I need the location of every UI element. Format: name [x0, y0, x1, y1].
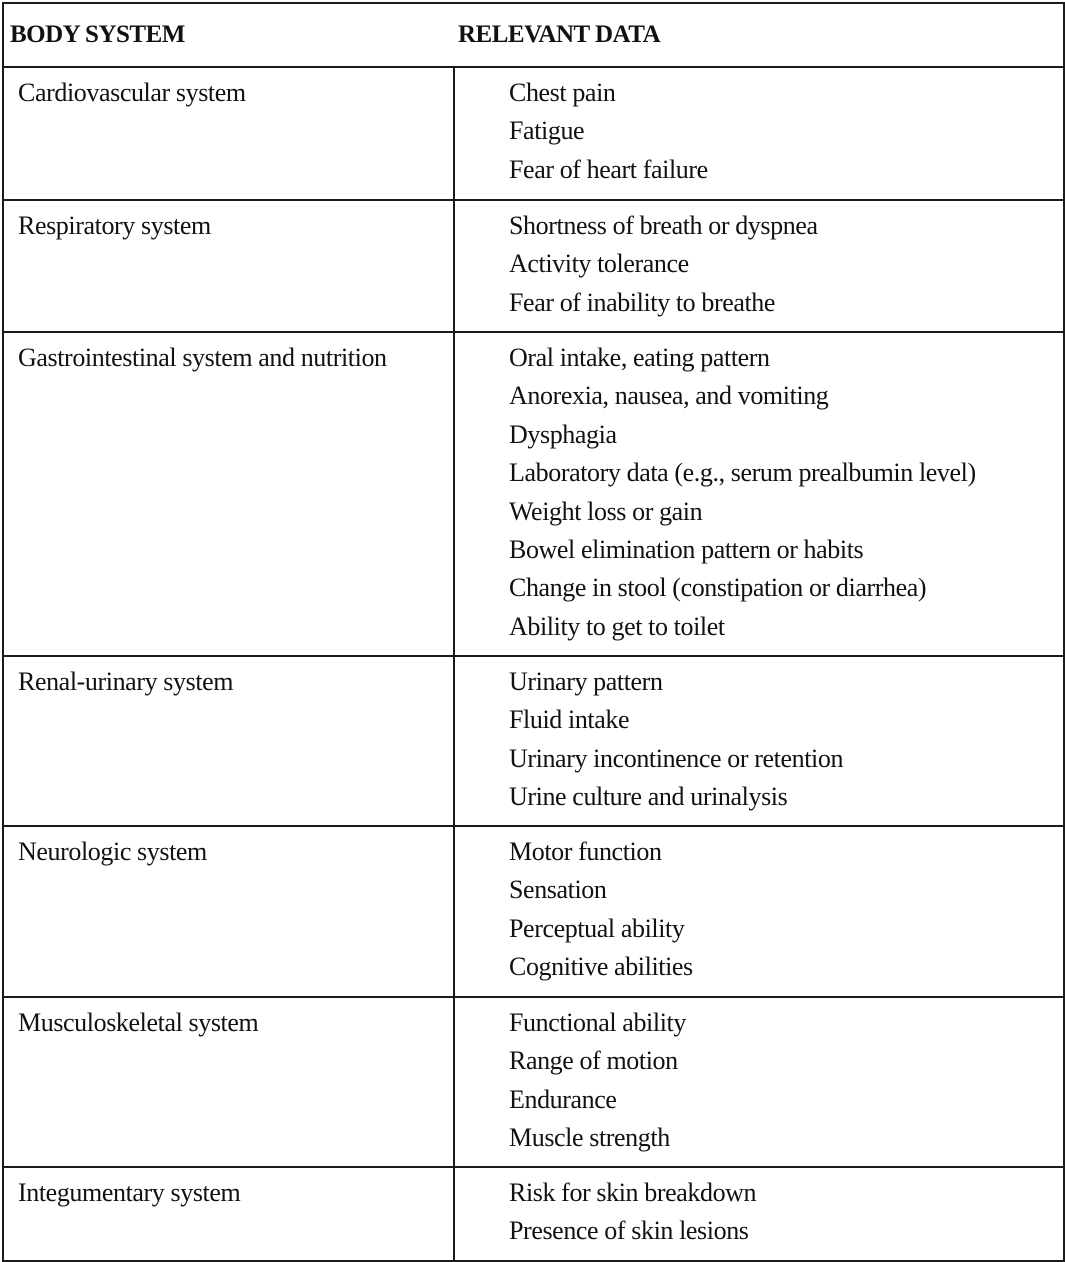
data-item: Fear of heart failure — [509, 154, 708, 184]
relevant-data-cell — [509, 837, 693, 991]
data-item: Urinary pattern — [509, 667, 663, 696]
data-item: Fear of inability to breathe — [509, 287, 776, 317]
body-system-cell: Musculoskeletal system — [18, 1008, 259, 1037]
relevant-data-cell — [509, 1008, 686, 1162]
data-item: Fluid intake — [509, 705, 630, 735]
relevant-data-cell — [509, 343, 976, 650]
data-item: Cognitive abilities — [509, 952, 693, 982]
body-system-cell: Gastrointestinal system and nutrition — [18, 343, 387, 372]
header-body-system: BODY SYSTEM — [10, 21, 185, 48]
body-system-table — [2, 2, 1065, 1262]
data-item: Bowel elimination pattern or habits — [509, 534, 864, 564]
table-row — [4, 1168, 1063, 1260]
table-row — [4, 201, 1063, 333]
table-row — [4, 998, 1063, 1168]
table-row — [4, 827, 1063, 998]
data-item: Range of motion — [509, 1046, 678, 1076]
data-item: Shortness of breath or dyspnea — [509, 211, 818, 240]
relevant-data-cell — [509, 211, 818, 326]
data-item: Endurance — [509, 1084, 617, 1114]
data-item: Risk for skin breakdown — [509, 1178, 757, 1207]
data-item: Fatigue — [509, 116, 585, 146]
data-item: Change in stool (constipation or diarrhea) — [509, 573, 927, 603]
table-header — [4, 4, 1063, 68]
data-item: Presence of skin lesions — [509, 1216, 749, 1246]
data-item: Urinary incontinence or retention — [509, 743, 844, 773]
data-item: Sensation — [509, 875, 607, 905]
data-item: Muscle strength — [509, 1123, 670, 1153]
body-system-cell: Neurologic system — [18, 837, 207, 866]
table-row — [4, 333, 1063, 657]
table-row — [4, 68, 1063, 201]
body-system-cell: Integumentary system — [18, 1178, 241, 1207]
relevant-data-cell — [509, 1178, 756, 1255]
data-item: Motor function — [509, 837, 662, 866]
body-system-cell: Cardiovascular system — [18, 78, 246, 107]
header-relevant-data: RELEVANT DATA — [458, 21, 661, 48]
data-item: Functional ability — [509, 1008, 686, 1037]
data-item: Perceptual ability — [509, 913, 685, 943]
data-item: Ability to get to toilet — [509, 611, 725, 641]
data-item: Laboratory data (e.g., serum prealbumin level) — [509, 458, 976, 488]
table-row — [4, 657, 1063, 827]
relevant-data-cell — [509, 78, 708, 193]
data-item: Urine culture and urinalysis — [509, 782, 788, 812]
body-system-cell: Respiratory system — [18, 211, 211, 240]
data-item: Anorexia, nausea, and vomiting — [509, 381, 829, 411]
data-item: Chest pain — [509, 78, 616, 107]
data-item: Activity tolerance — [509, 249, 689, 279]
data-item: Oral intake, eating pattern — [509, 343, 770, 372]
data-item: Dysphagia — [509, 419, 617, 449]
body-system-cell: Renal-urinary system — [18, 667, 234, 696]
relevant-data-cell — [509, 667, 843, 821]
data-item: Weight loss or gain — [509, 496, 703, 526]
